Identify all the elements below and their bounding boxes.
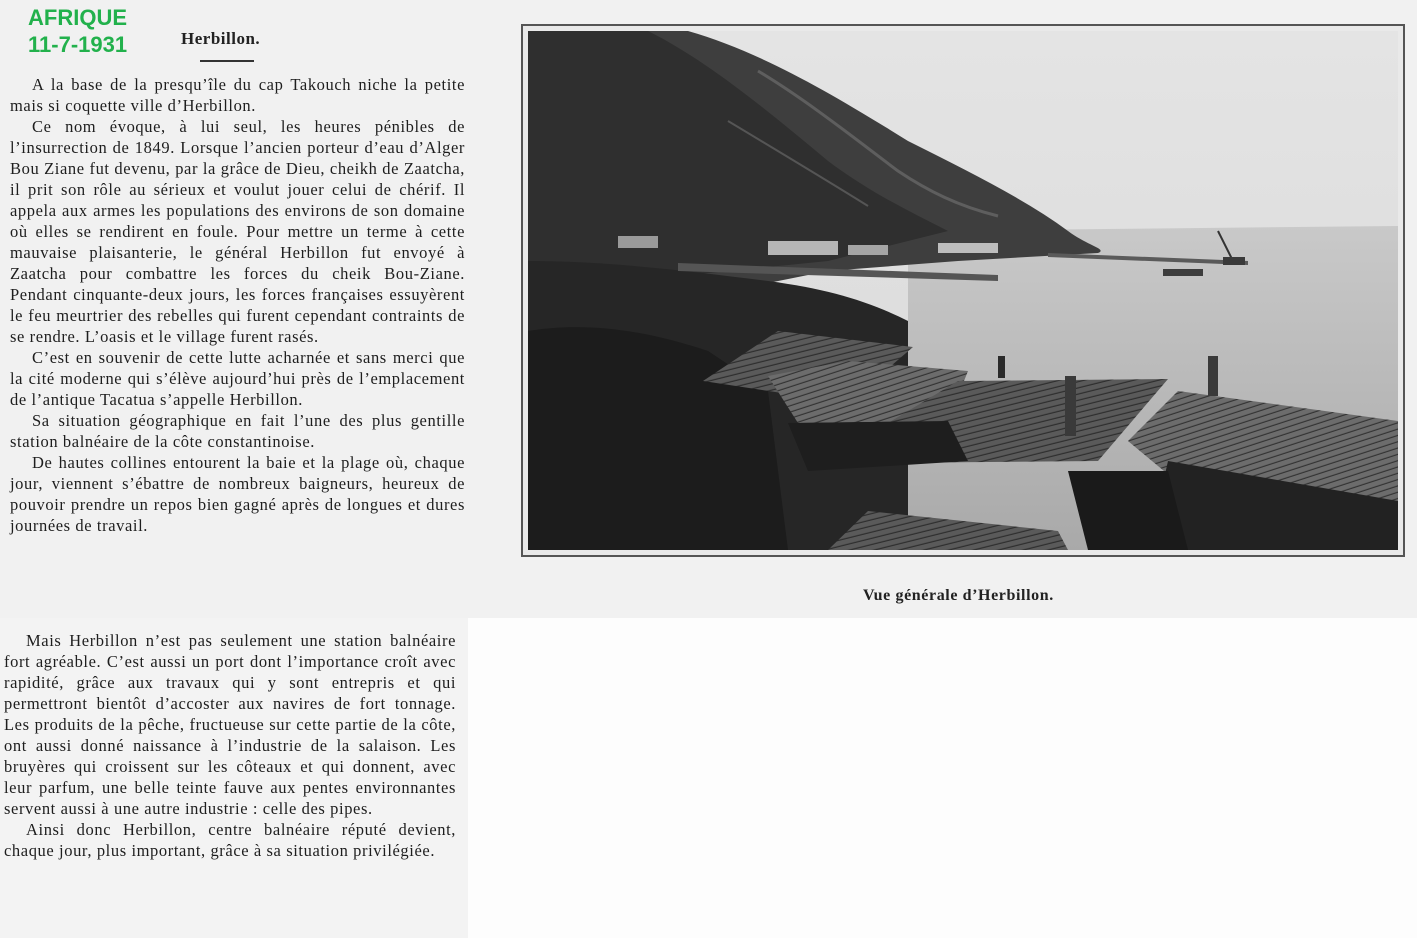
stamp-publication: AFRIQUE [28, 5, 127, 30]
harbor-photograph [528, 31, 1398, 550]
stamp-date: 11-7-1931 [28, 32, 128, 57]
article-column-top [10, 74, 465, 536]
paragraph: A la base de la presqu’île du cap Takouch niche la petite mais si coquette ville d’Herbillon. [10, 75, 465, 115]
article-column-bottom [4, 630, 456, 861]
paragraph: Ce nom évoque, à lui seul, les heures pénibles de l’insurrection de 1849. Lorsque l’ancien porteur d’eau d’Alger Bou Ziane fut devenu, par la grâce de Dieu, cheikh de Zaatcha, il prit son rôle au sérieux et voulut jouer celui de chérif. Il appela aux armes les populations des environs de son domaine où elles se rendirent en foule. Pour mettre un terme à cette mauvaise plaisanterie, le général Herbillon fut envoyé à Zaatcha pour combattre les forces du cheik Bou-Ziane. Pendant cinquante-deux jours, les forces françaises essuyèrent le feu meurtrier des rebelles qui furent cependant contraints de se rendre. L’oasis et le village furent rasés. [10, 117, 465, 346]
photo-frame [521, 24, 1405, 557]
article-title: Herbillon. [181, 29, 261, 48]
paragraph: Ainsi donc Herbillon, centre balnéaire réputé devient, chaque jour, plus important, grâce à sa situation privilégiée. [4, 820, 456, 860]
paragraph: De hautes collines entourent la baie et la plage où, chaque jour, viennent s’ébattre de nombreux baigneurs, heureux de pouvoir prendre un repos bien gagné après de longues et dures journées de travail. [10, 453, 465, 535]
photo-caption: Vue générale d’Herbillon. [863, 587, 1054, 604]
paragraph: Mais Herbillon n’est pas seulement une station balnéaire fort agréable. C’est aussi un port dont l’importance croît avec rapidité, grâce aux travaux qui y sont entrepris et qui permettront bientôt d’accoster aux navires de fort tonnage. Les produits de la pêche, fructueuse sur cette partie de la côte, ont aussi donné naissance à l’industrie de la salaison. Les bruyères qui croissent sur les côteaux et qui donnent, avec leur parfum, une belle teinte fauve aux pentes environnantes servent aussi à une autre industrie : celle des pipes. [4, 631, 456, 818]
title-rule [200, 60, 254, 62]
paragraph: C’est en souvenir de cette lutte acharnée et sans merci que la cité moderne qui s’élève aujourd’hui près de l’emplacement de l’antique Tacatua s’appelle Herbillon. [10, 348, 465, 409]
source-stamp [28, 4, 127, 58]
paragraph: Sa situation géographique en fait l’une des plus gentille station balnéaire de la côte constantinoise. [10, 411, 465, 451]
